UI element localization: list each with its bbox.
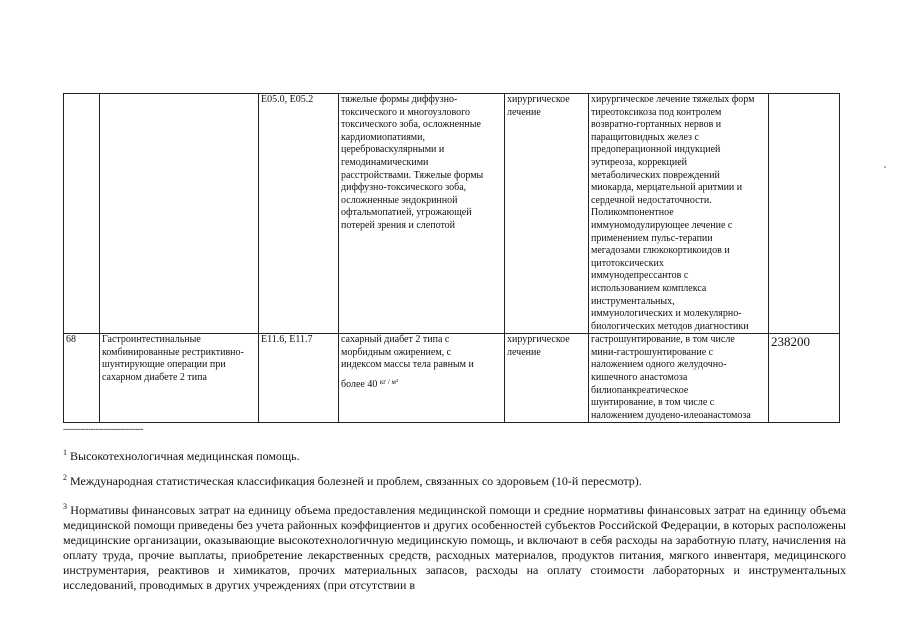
patient-model-cell: сахарный диабет 2 типа с морбидным ожирением, с индексом массы тела равным и более 40 $^{кг / м^2}$ xyxy=(339,334,505,423)
vmp-table xyxy=(63,93,840,423)
footnote-text: Нормативы финансовых затрат на единицу объема предоставления медицинской помощи и средние нормативы финансовых затрат на единицу объема медицинской помощи приведены без учета районных коэффициентов и других особенностей субъектов Российской Федерации, в которых расположены медицинские организации, оказывающие высокотехнологичную медицинскую помощь, и включают в себя расходы на заработную плату, начисления на оплату труда, прочие выплаты, приобретение лекарственных средств, расходных материалов, продуктов питания, мягкого инвентаря, медицинского инструментария, реактивов и химикатов, прочих материальных запасов, расходы на оплату стоимости лабораторных и инструментальных исследований, проводимых в других учреждениях (при отсутствии в xyxy=(63,503,847,592)
footnote-3 xyxy=(63,503,846,593)
footnote-1 xyxy=(63,449,846,464)
treatment-method-cell: хирургическое лечение тяжелых форм тиреотоксикоза под контролем возвратно-гортанных нервов и паращитовидных желез с предоперационной индукцией эутиреоза, коррекцией метаболических повреждений миокарда, мерцательной аритмии и сердечной недостаточности. Поликомпонентное иммуномодулирующее лечение с применением пульс-терапии мегадозами глюкокортикоидов и цитотоксических иммунодепрессантов с использованием комплекса инструментальных, иммунологических и молекулярно- биологических методов диагностики xyxy=(589,94,769,334)
bmi-unit: кг / м² xyxy=(379,378,399,387)
table-row xyxy=(64,94,840,334)
profile-name-cell xyxy=(100,94,259,334)
footnote-mark: 3 xyxy=(63,502,67,511)
table-row xyxy=(64,334,840,423)
profile-name-cell: Гастроинтестинальные комбинированные рестриктивно- шунтирующие операции при сахарном диабете 2 типа xyxy=(100,334,259,423)
treatment-type-cell: хирургическое лечение xyxy=(505,334,589,423)
footnote-text: Международная статистическая классификация болезней и проблем, связанных со здоровьем (10-й пересмотр). xyxy=(70,474,642,488)
footnote-separator: -------------------------------- xyxy=(63,424,143,434)
footnote-2 xyxy=(63,474,846,489)
footnote-mark: 2 xyxy=(63,473,67,482)
row-number-cell: 68 xyxy=(64,334,100,423)
price-cell: 238200 xyxy=(769,334,840,423)
scan-speck xyxy=(884,166,886,168)
icd-code-cell: E11.6, E11.7 xyxy=(259,334,339,423)
footnote-text: Высокотехнологичная медицинская помощь. xyxy=(70,449,300,463)
icd-code-cell: E05.0, E05.2 xyxy=(259,94,339,334)
treatment-type-cell: хирургическое лечение xyxy=(505,94,589,334)
patient-model-cell: тяжелые формы диффузно- токсического и многоузлового токсического зоба, осложненные кардиомиопатиями, цереброваскулярными и гемодинамическими расстройствами. Тяжелые формы диффузно-токсического зоба, осложненные эндокринной офтальмопатией, угрожающей потерей зрения и слепотой xyxy=(339,94,505,334)
treatment-method-cell: гастрошунтирование, в том числе мини-гастрошунтирование с наложением одного желудочно- кишечного анастомоза билиопанкреатическое шунтирование, в том числе с наложением дуодено-илеоанастомоза xyxy=(589,334,769,423)
footnote-mark: 1 xyxy=(63,448,67,457)
row-number-cell xyxy=(64,94,100,334)
price-cell xyxy=(769,94,840,334)
